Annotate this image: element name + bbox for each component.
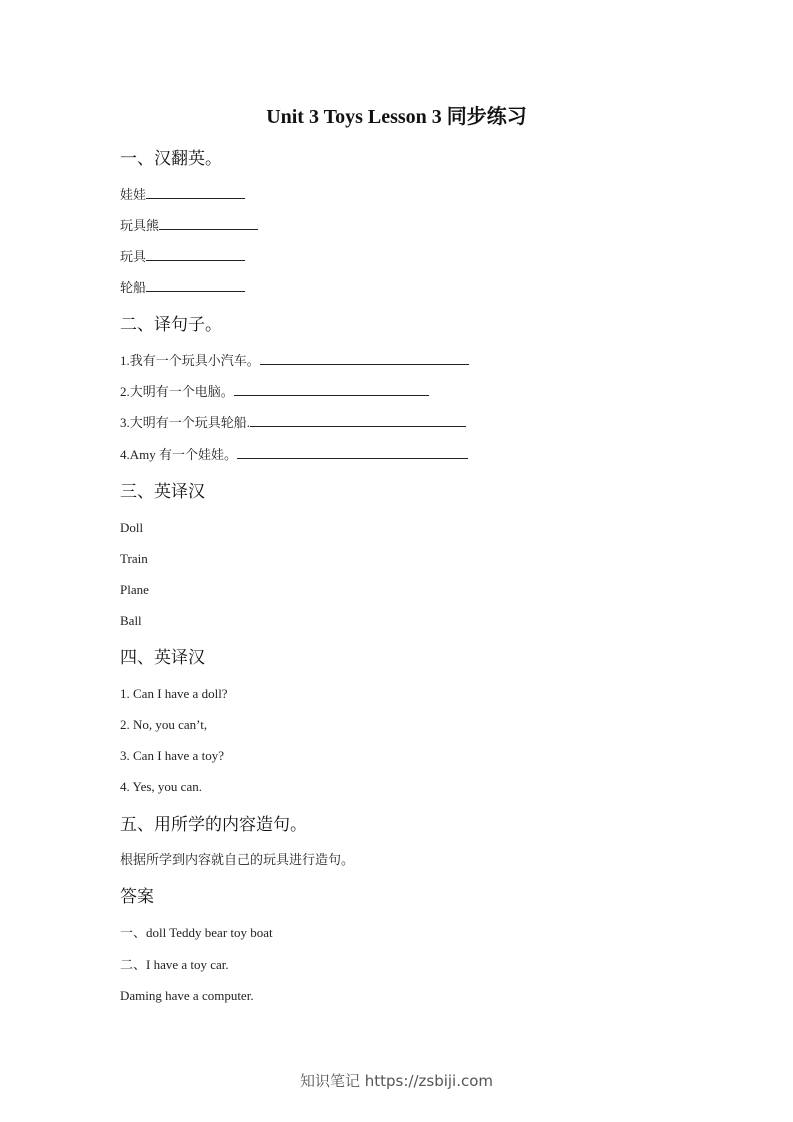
phrase-item-1: 1. Can I have a doll? (120, 686, 228, 701)
item-text: 1.我有一个玩具小汽车。 (120, 353, 260, 368)
answer-blank[interactable] (234, 383, 429, 396)
answer-blank[interactable] (146, 186, 245, 199)
instruction-text: 根据所学到内容就自己的玩具进行造句。 (120, 852, 355, 867)
answer-blank[interactable] (260, 352, 469, 365)
answer-blank[interactable] (146, 248, 245, 261)
footer-watermark: 知识笔记 https://zsbiji.com (299, 1072, 494, 1090)
answer-line-2: 二、I have a toy car. (120, 957, 229, 972)
word-item-1: Doll (120, 520, 144, 535)
vocab-item-4 (120, 279, 245, 297)
vocab-item-2 (120, 217, 258, 235)
item-text: 玩具 (120, 249, 147, 264)
answer-line-3: Daming have a computer. (120, 988, 254, 1003)
section-heading-4: 四、英译汉 (120, 648, 205, 668)
vocab-item-1 (120, 186, 245, 204)
item-text: 轮船 (120, 280, 147, 295)
section-heading-5: 五、用所学的内容造句。 (120, 815, 307, 835)
word-item-4: Ball (120, 613, 142, 628)
item-text: 娃娃 (120, 187, 147, 202)
section-heading-1: 一、汉翻英。 (120, 149, 222, 169)
sentence-item-2 (120, 383, 429, 401)
section-heading-3: 三、英译汉 (120, 482, 205, 502)
phrase-item-3: 3. Can I have a toy? (120, 748, 224, 763)
answer-blank[interactable] (237, 446, 468, 459)
vocab-item-3 (120, 248, 245, 266)
item-text: 4.Amy 有一个娃娃。 (120, 447, 238, 462)
answer-blank[interactable] (250, 414, 466, 427)
sentence-item-1 (120, 352, 469, 370)
item-text: 玩具熊 (120, 218, 160, 233)
sentence-item-3 (120, 414, 466, 432)
page-title: Unit 3 Toys Lesson 3 同步练习 (266, 106, 527, 128)
answers-heading: 答案 (120, 887, 154, 907)
answer-blank[interactable] (159, 217, 258, 230)
phrase-item-4: 4. Yes, you can. (120, 779, 202, 794)
answer-line-1: 一、doll Teddy bear toy boat (120, 925, 273, 940)
phrase-item-2: 2. No, you can’t, (120, 717, 208, 732)
section-heading-2: 二、译句子。 (120, 315, 222, 335)
word-item-2: Train (120, 551, 148, 566)
item-text: 3.大明有一个玩具轮船. (120, 415, 251, 430)
item-text: 2.大明有一个电脑。 (120, 384, 234, 399)
sentence-item-4 (120, 446, 468, 464)
word-item-3: Plane (120, 582, 149, 597)
answer-blank[interactable] (146, 279, 245, 292)
